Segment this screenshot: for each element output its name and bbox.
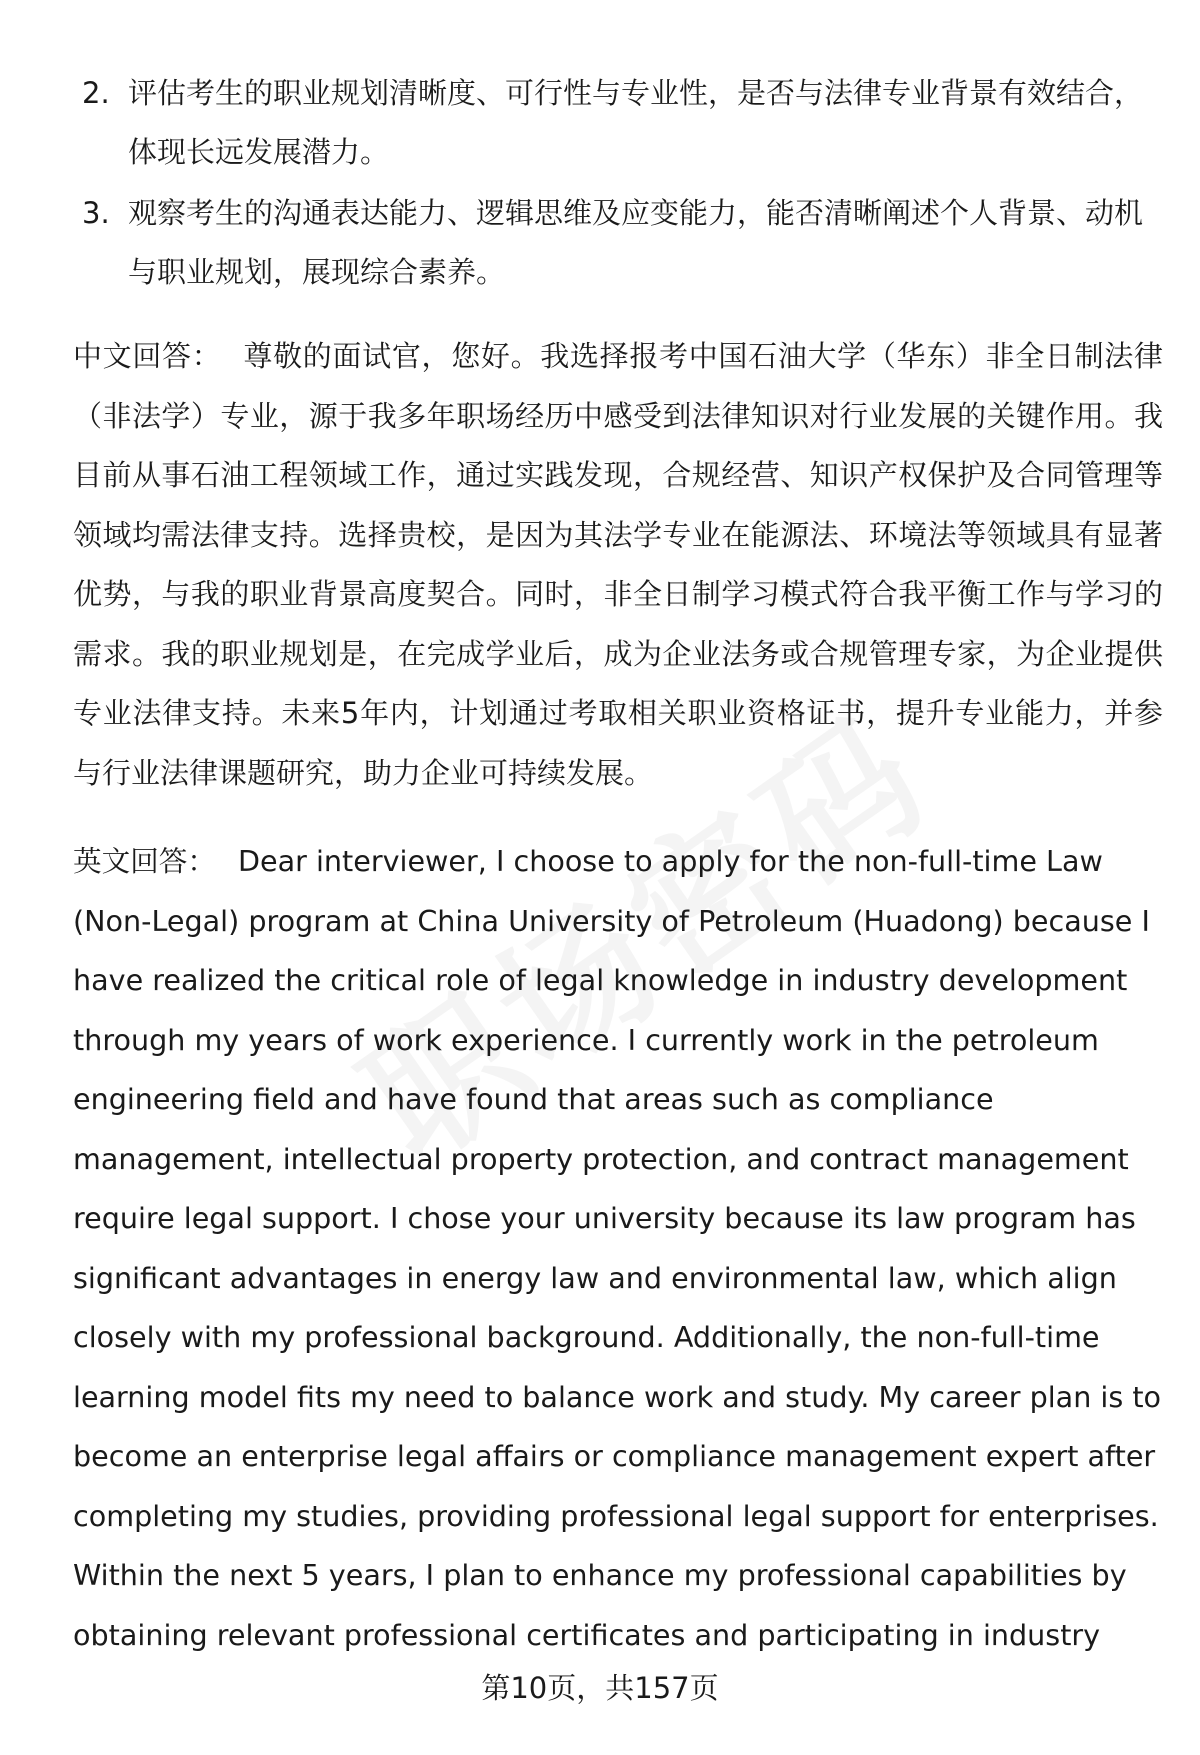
list-item-number: 3.	[82, 196, 110, 230]
chinese-answer-label: 中文回答：	[73, 339, 222, 373]
page-footer	[0, 1668, 1200, 1708]
english-answer-label: 英文回答：	[73, 844, 216, 878]
list-item	[82, 64, 1162, 182]
chinese-answer-paragraph	[73, 327, 1163, 803]
english-answer-text: Dear interviewer, I choose to apply for the non-full-time Law (Non-Legal) program at China University of Petroleum (Huadong) because I have realized the critical role of legal knowledge in industry development through my years of work experience. I currently work in the petroleum engineering field and have found that areas such as compliance management, intellectual property protection, and contract management require legal support. I chose your university because its law program has significant advantages in energy law and environmental law, which align closely with my professional background. Additionally, the non-full-time learning model fits my need to balance work and study. My career plan is to become an enterprise legal affairs or compliance management expert after completing my studies, providing professional legal support for enterprises. Within the next 5 years, I plan to enhance my professional capabilities by obtaining relevant professional certificates and participating in industry	[73, 844, 1162, 1652]
evaluation-criteria-list	[82, 64, 1162, 304]
list-item-text: 观察考生的沟通表达能力、逻辑思维及应变能力，能否清晰阐述个人背景、动机与职业规划，展现综合素养。	[128, 196, 1144, 289]
list-item-text: 评估考生的职业规划清晰度、可行性与专业性，是否与法律专业背景有效结合，体现长远发展潜力。	[128, 76, 1144, 169]
english-answer-paragraph	[73, 832, 1163, 1665]
chinese-answer-text: 尊敬的面试官，您好。我选择报考中国石油大学（华东）非全日制法律（非法学）专业，源于我多年职场经历中感受到法律知识对行业发展的关键作用。我目前从事石油工程领域工作，通过实践发现，合规经营、知识产权保护及合同管理等领域均需法律支持。选择贵校，是因为其法学专业在能源法、环境法等领域具有显著优势，与我的职业背景高度契合。同时，非全日制学习模式符合我平衡工作与学习的需求。我的职业规划是，在完成学业后，成为企业法务或合规管理专家，为企业提供专业法律支持。未来5年内，计划通过考取相关职业资格证书，提升专业能力，并参与行业法律课题研究，助力企业可持续发展。	[73, 339, 1163, 790]
list-item	[82, 184, 1162, 302]
page-number: 第10页，共157页	[481, 1671, 719, 1705]
list-item-number: 2.	[82, 76, 110, 110]
